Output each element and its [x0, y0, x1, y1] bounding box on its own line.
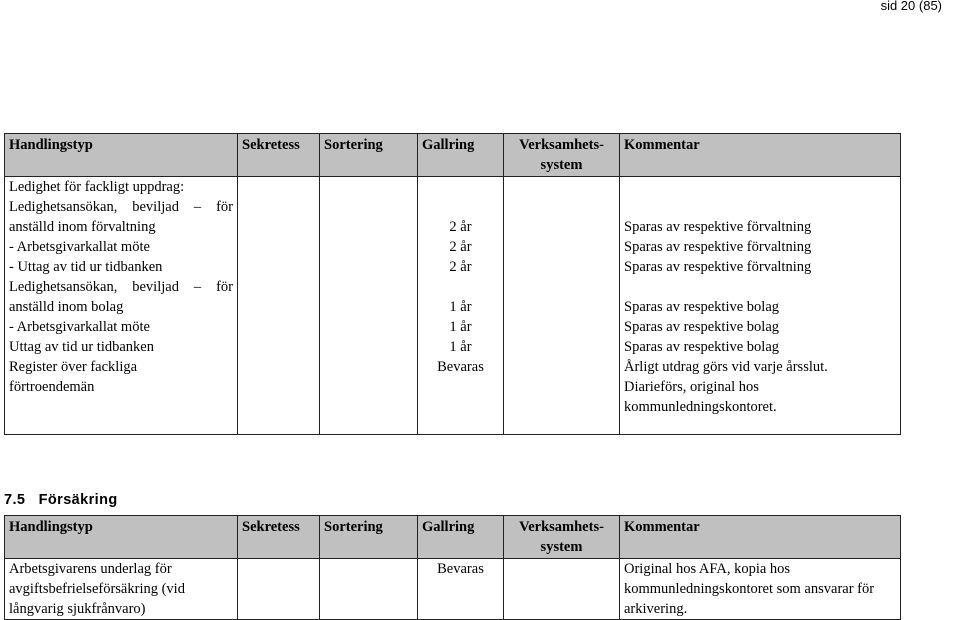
header-gallring: Gallring [418, 516, 504, 559]
handlingstyp-line: Register över fackliga [9, 359, 138, 375]
handlingstyp-line: anställd inom bolag [9, 299, 124, 315]
kommentar-line [624, 277, 896, 297]
sekretess-cell [238, 177, 320, 435]
kommentar-cell [620, 177, 901, 435]
header-handlingstyp: Handlingstyp [5, 134, 238, 177]
gallring-line: 2 år [449, 259, 472, 275]
table-row [5, 559, 901, 620]
kommentar-line [624, 197, 896, 217]
sekretess-cell [238, 559, 320, 620]
kommentar-line: Sparas av respektive bolag [624, 319, 780, 335]
kommentar-line: Sparas av respektive förvaltning [624, 239, 812, 255]
records-table-forsakring [4, 515, 901, 620]
header-sekretess: Sekretess [238, 516, 320, 559]
table-row [5, 177, 901, 435]
gallring-line [422, 197, 499, 217]
handlingstyp-line: - Arbetsgivarkallat möte [9, 319, 150, 335]
handlingstyp-line: - Uttag av tid ur tidbanken [9, 259, 163, 275]
page-number: sid 20 (85) [880, 0, 942, 13]
gallring-line: Bevaras [437, 359, 484, 375]
handlingstyp-line: anställd inom förvaltning [9, 219, 156, 235]
gallring-cell [418, 177, 504, 435]
gallring-line: 1 år [449, 319, 472, 335]
section-heading [4, 492, 118, 508]
header-handlingstyp: Handlingstyp [5, 516, 238, 559]
handlingstyp-cell [5, 177, 238, 435]
verksamhetssystem-cell [504, 559, 620, 620]
kommentar-line: Sparas av respektive bolag [624, 339, 780, 355]
verksamhetssystem-cell [504, 177, 620, 435]
header-gallring: Gallring [418, 134, 504, 177]
kommentar-line: Sparas av respektive förvaltning [624, 219, 812, 235]
handlingstyp-line: Ledighetsansökan, beviljad – för [9, 199, 233, 215]
section-title: Försäkring [38, 492, 118, 508]
kommentar-cell: Original hos AFA, kopia hos kommunledningskontoret som ansvarar för arkivering. [620, 559, 901, 620]
handlingstyp-line: Uttag av tid ur tidbanken [9, 339, 154, 355]
gallring-line: 1 år [449, 299, 472, 315]
kommentar-line [624, 177, 896, 197]
handlingstyp-line: Ledighet för fackligt uppdrag: [9, 179, 185, 195]
handlingstyp-cell: Arbetsgivarens underlag för avgiftsbefrielseförsäkring (vid långvarig sjukfrånvaro) [5, 559, 238, 620]
sortering-cell [320, 177, 418, 435]
handlingstyp-line: Ledighetsansökan, beviljad – för [9, 279, 233, 295]
handlingstyp-line: - Arbetsgivarkallat möte [9, 239, 150, 255]
table-header-row [5, 516, 901, 559]
header-sekretess: Sekretess [238, 134, 320, 177]
table-header-row [5, 134, 901, 177]
gallring-cell: Bevaras [418, 559, 504, 620]
header-sortering: Sortering [320, 134, 418, 177]
header-sortering: Sortering [320, 516, 418, 559]
header-kommentar: Kommentar [620, 134, 901, 177]
kommentar-line: Årligt utdrag görs vid varje årsslut. [624, 359, 828, 375]
header-verksamhetssystem: Verksamhets- system [504, 516, 620, 559]
gallring-line [422, 177, 499, 197]
sortering-cell [320, 559, 418, 620]
gallring-line: 1 år [449, 339, 472, 355]
gallring-line: 2 år [449, 219, 472, 235]
section-number: 7.5 [4, 492, 26, 508]
header-verksamhetssystem: Verksamhets- system [504, 134, 620, 177]
header-kommentar: Kommentar [620, 516, 901, 559]
kommentar-line: Sparas av respektive förvaltning [624, 259, 812, 275]
kommentar-line: Sparas av respektive bolag [624, 299, 780, 315]
gallring-line: 2 år [449, 239, 472, 255]
kommentar-line: kommunledningskontoret. [624, 399, 777, 415]
kommentar-line: Diarieförs, original hos [624, 379, 759, 395]
records-table-fackligt [4, 133, 901, 435]
gallring-line [422, 277, 499, 297]
handlingstyp-line: förtroendemän [9, 379, 95, 395]
